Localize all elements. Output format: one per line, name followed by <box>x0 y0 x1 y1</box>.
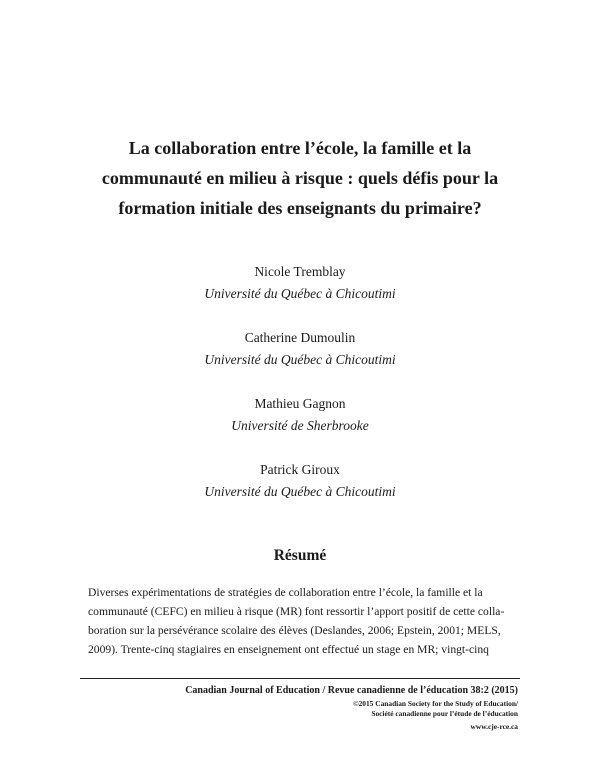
journal-url: www.cje-rce.ca <box>470 722 518 731</box>
abstract-line: 2009). Trente-cinq stagiaires en enseignement ont effectué un stage en MR; vingt-cinq <box>88 643 489 656</box>
abstract-heading: Résumé <box>273 547 327 564</box>
abstract-line: communauté (CEFC) en milieu à risque (MR) font ressortir l’apport positif de cette colla- <box>88 605 505 618</box>
author-name: Nicole Tremblay <box>254 264 346 279</box>
author-affiliation: Université du Québec à Chicoutimi <box>204 484 396 499</box>
footer-divider <box>80 678 520 679</box>
paper-title <box>60 133 540 223</box>
author-block <box>100 261 500 305</box>
title-line: communauté en milieu à risque : quels défis pour la <box>101 168 499 188</box>
title-line: La collaboration entre l’école, la famille et la <box>128 138 472 158</box>
author-name: Mathieu Gagnon <box>254 396 346 411</box>
author-name: Catherine Dumoulin <box>244 330 356 345</box>
author-affiliation: Université du Québec à Chicoutimi <box>204 352 396 367</box>
copyright-line: ©2015 Canadian Society for the Study of Education/ <box>353 699 518 708</box>
author-block <box>100 459 500 503</box>
author-name: Patrick Giroux <box>260 462 340 477</box>
author-affiliation: Université du Québec à Chicoutimi <box>204 286 396 301</box>
abstract-body <box>88 583 518 659</box>
author-block <box>100 393 500 437</box>
title-line: formation initiale des enseignants du primaire? <box>118 198 482 218</box>
abstract-line: boration sur la persévérance scolaire des élèves (Deslandes, 2006; Epstein, 2001; MELS, <box>88 624 501 637</box>
author-affiliation: Université de Sherbrooke <box>231 418 369 433</box>
abstract-line: Diverses expérimentations de stratégies de collaboration entre l’école, la famille et la <box>88 586 483 599</box>
author-block <box>100 327 500 371</box>
journal-citation: Canadian Journal of Education / Revue canadienne de l’éducation 38:2 (2015) <box>185 685 518 696</box>
copyright-line: Société canadienne pour l’étude de l’éducation <box>371 709 518 718</box>
